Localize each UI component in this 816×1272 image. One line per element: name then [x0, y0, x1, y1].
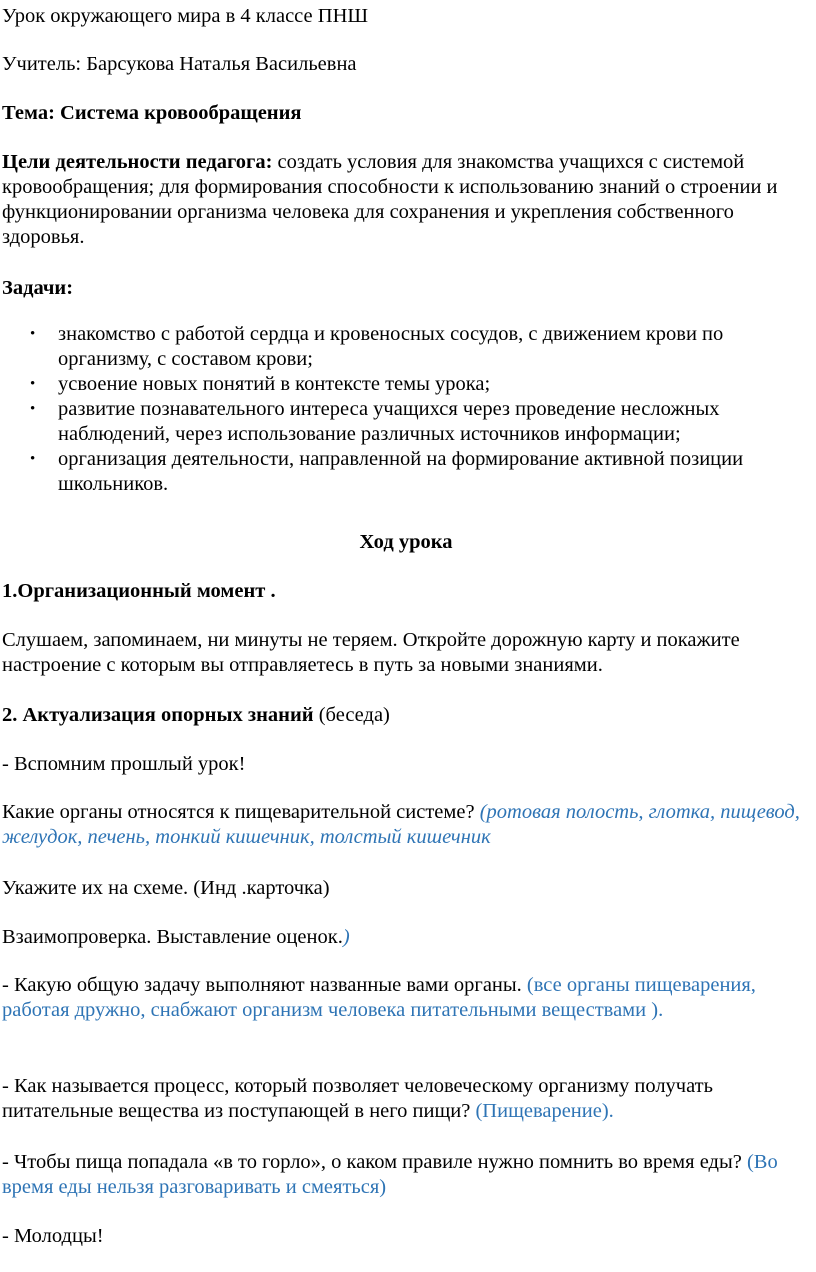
answer-4: (Во время еды нельзя разговаривать и смеяться) — [2, 1151, 778, 1198]
answer-2: (все органы пищеварения, работая дружно, снабжают организм человека питательными веществами ). — [2, 974, 756, 1021]
question-2 — [2, 973, 810, 1023]
answer-1: (ротовая полость, глотка, пищевод, желудок, печень, тонкий кишечник, толстый кишечник — [2, 801, 800, 848]
tasks-label: Задачи: — [2, 277, 74, 299]
tasks-heading — [2, 276, 810, 301]
course-heading — [2, 530, 810, 555]
section1-text: Слушаем, запоминаем, ни минуты не теряем. Откройте дорожную карту и покажите настроение с которым вы отправляетесь в путь за новыми знаниями. — [2, 629, 740, 676]
course-heading-text: Ход урока — [359, 531, 453, 553]
section1-title-text: 1.Организационный момент . — [2, 580, 276, 602]
section2-title-suffix: (беседа) — [313, 704, 390, 726]
show-on-scheme-line: Укажите их на схеме. (Инд .карточка) — [2, 877, 330, 899]
peer-check-line — [2, 925, 810, 950]
task-item: • организация деятельности, направленной на формирование активной позиции школьников. — [0, 447, 810, 497]
question-3-text: - Как называется процесс, который позволяет человеческому организму получать питательные вещества из поступающей в него пищи? — [2, 1075, 713, 1122]
topic-line — [2, 101, 810, 126]
task-item: • развитие познавательного интереса учащихся через проведение несложных наблюдений, через использование различных источников информации; — [0, 397, 810, 447]
tasks-list — [0, 322, 810, 497]
topic-label: Тема: Система кровообращения — [2, 102, 302, 124]
task-item: • знакомство с работой сердца и кровеносных сосудов, с движением крови по организму, с составом крови; — [0, 322, 810, 372]
peer-check-tail: ) — [342, 926, 350, 948]
goals-text: создать условия для знакомства учащихся с системой кровообращения; для формирования способности к использованию знаний о строении и функционировании организма человека для сохранения и укрепления собственного здоровья. — [2, 151, 778, 248]
praise-line: - Молодцы! — [2, 1225, 104, 1247]
question-4 — [2, 1150, 810, 1200]
goals-paragraph — [2, 150, 810, 250]
question-1-text: Какие органы относятся к пищеварительной системе? — [2, 801, 480, 823]
task-item: • усвоение новых понятий в контексте темы урока; — [0, 372, 810, 397]
section2-title — [2, 703, 810, 728]
question-3 — [2, 1074, 810, 1124]
goals-label: Цели деятельности педагога: — [2, 151, 273, 173]
question-2-text: - Какую общую задачу выполняют названные вами органы. — [2, 974, 527, 996]
recall-line: - Вспомним прошлый урок! — [2, 753, 246, 775]
section1-title — [2, 579, 810, 604]
answer-3: (Пищеварение). — [475, 1100, 614, 1122]
peer-check-text: Взаимопроверка. Выставление оценок. — [2, 926, 343, 948]
question-1 — [2, 800, 810, 850]
lesson-title: Урок окружающего мира в 4 классе ПНШ — [2, 5, 369, 27]
teacher-line: Учитель: Барсукова Наталья Васильевна — [2, 53, 357, 75]
question-4-text: - Чтобы пища попадала «в то горло», о каком правиле нужно помнить во время еды? — [2, 1151, 747, 1173]
section2-title-text: 2. Актуализация опорных знаний — [2, 704, 314, 726]
